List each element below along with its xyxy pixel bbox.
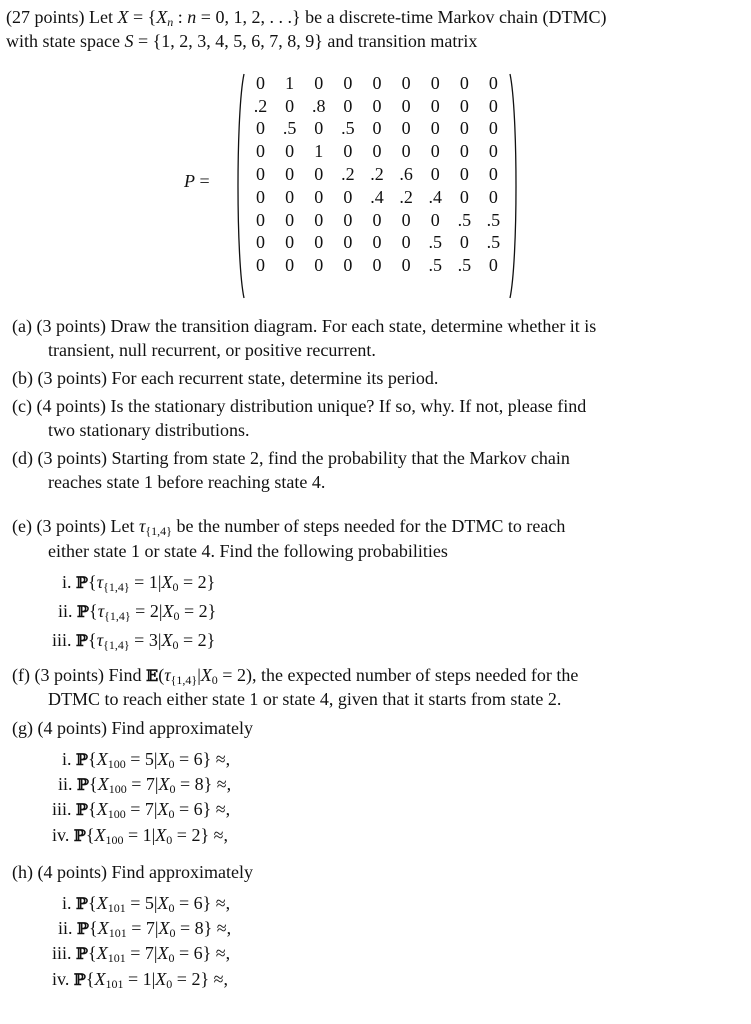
part-g-item: i. $ℙ\{X_{100} = 5|X_0 = 6\}$ ≈,: [62, 749, 231, 771]
left-paren: [234, 72, 246, 300]
matrix-cell: 0: [256, 164, 266, 185]
matrix-cell: .5: [428, 255, 442, 276]
matrix-cell: 0: [343, 72, 353, 93]
matrix-cell: 0: [459, 232, 469, 253]
matrix-cell: 0: [401, 255, 411, 276]
part-g-line-1: (g) (4 points) Find approximately: [12, 718, 253, 738]
matrix-cell: 0: [343, 232, 353, 253]
intro-line-2: with state space S = {1, 2, 3, 4, 5, 6, 7, 8, 9} and transition matrix: [6, 31, 478, 51]
right-paren: [508, 72, 520, 300]
matrix-cell: 0: [372, 209, 382, 230]
matrix-cell: 0: [401, 118, 411, 139]
matrix-cell: 0: [459, 141, 469, 162]
matrix-cell: .4: [370, 186, 384, 207]
part-f-line-1: (f) (3 points) Find $𝔼(\tau_{\{1,4\}}|X_0 = 2)$, the expected number of steps needed for the: [12, 665, 579, 687]
matrix-cell: .5: [486, 232, 501, 253]
matrix-cell: 0: [401, 232, 411, 253]
part-d-line-1: (d) (3 points) Starting from state 2, find the probability that the Markov chain: [12, 448, 570, 468]
matrix-cell: 0: [285, 164, 295, 185]
matrix-cell: 0: [488, 118, 498, 139]
part-h-item: i. $ℙ\{X_{101} = 5|X_0 = 6\}$ ≈,: [62, 893, 231, 915]
part-e-line-1: (e) (3 points) Let $\tau_{\{1,4\}}$ be the number of steps needed for the DTMC to reach: [12, 516, 566, 538]
matrix-cell: 1: [314, 141, 324, 162]
matrix-cell: 0: [459, 118, 469, 139]
matrix-cell: 0: [285, 232, 295, 253]
part-f-line-2: DTMC to reach either state 1 or state 4, given that it starts from state 2.: [48, 689, 562, 709]
matrix-cell: 0: [314, 72, 324, 93]
part-h-line-1: (h) (4 points) Find approximately: [12, 862, 253, 882]
part-a-line-1: (a) (3 points) Draw the transition diagram. For each state, determine whether it is: [12, 316, 597, 336]
matrix-cell: 0: [285, 209, 295, 230]
matrix-cell: 0: [372, 141, 382, 162]
matrix-cell: 0: [314, 255, 324, 276]
matrix-cell: 0: [343, 141, 353, 162]
part-e-line-2: either state 1 or state 4. Find the following probabilities: [48, 541, 448, 561]
part-e-item: i. $ℙ\{\tau_{\{1,4\}} = 1|X_0 = 2\}$: [62, 572, 216, 594]
matrix-cell: .5: [457, 209, 472, 230]
matrix-cell: 0: [488, 186, 498, 207]
matrix-cell: 0: [488, 255, 498, 276]
matrix-cell: 0: [256, 232, 266, 253]
matrix-cell: 0: [314, 118, 324, 139]
part-h-item: iv. $ℙ\{X_{101} = 1|X_0 = 2\}$ ≈,: [52, 969, 228, 991]
matrix-cell: 0: [314, 186, 324, 207]
matrix-cell: 0: [488, 95, 498, 116]
matrix-cell: 0: [285, 255, 295, 276]
matrix-cell: .5: [486, 209, 501, 230]
matrix-cell: 0: [285, 141, 295, 162]
part-e-item: iii. $ℙ\{\tau_{\{1,4\}} = 3|X_0 = 2\}$: [52, 630, 216, 652]
part-b-line-1: (b) (3 points) For each recurrent state, determine its period.: [12, 368, 439, 388]
part-h-item: ii. $ℙ\{X_{101} = 7|X_0 = 8\}$ ≈,: [58, 918, 232, 940]
matrix-cell: 0: [343, 186, 353, 207]
part-g-item: iv. $ℙ\{X_{100} = 1|X_0 = 2\}$ ≈,: [52, 825, 228, 847]
matrix-cell: 0: [256, 118, 266, 139]
matrix-cell: 0: [488, 72, 498, 93]
matrix-cell: .2: [253, 95, 268, 116]
matrix-grid: [246, 72, 508, 277]
matrix-cell: 0: [343, 255, 353, 276]
part-a-line-2: transient, null recurrent, or positive recurrent.: [48, 340, 376, 360]
matrix-cell: 0: [256, 186, 266, 207]
matrix-cell: 0: [285, 186, 295, 207]
matrix-cell: 0: [459, 72, 469, 93]
matrix-cell: .2: [399, 186, 413, 207]
transition-matrix: [234, 72, 520, 300]
matrix-cell: 0: [401, 95, 411, 116]
matrix-cell: 0: [430, 95, 440, 116]
matrix-cell: 0: [314, 232, 324, 253]
matrix-cell: 1: [285, 72, 295, 93]
matrix-cell: .5: [282, 118, 297, 139]
matrix-cell: .6: [399, 164, 413, 185]
matrix-cell: 0: [256, 209, 266, 230]
matrix-cell: .5: [457, 255, 472, 276]
part-c-line-2: two stationary distributions.: [48, 420, 250, 440]
part-h-item: iii. $ℙ\{X_{101} = 7|X_0 = 6\}$ ≈,: [52, 943, 231, 965]
matrix-cell: 0: [343, 209, 353, 230]
part-g-item: iii. $ℙ\{X_{100} = 7|X_0 = 6\}$ ≈,: [52, 799, 231, 821]
matrix-cell: 0: [256, 141, 266, 162]
matrix-cell: 0: [488, 164, 498, 185]
matrix-cell: 0: [401, 72, 411, 93]
matrix-cell: 0: [430, 118, 440, 139]
part-g-item: ii. $ℙ\{X_{100} = 7|X_0 = 8\}$ ≈,: [58, 774, 232, 796]
matrix-cell: .4: [428, 186, 442, 207]
matrix-cell: 0: [372, 255, 382, 276]
matrix-cell: 0: [314, 164, 324, 185]
matrix-cell: 0: [285, 95, 295, 116]
matrix-label: P =: [184, 171, 210, 191]
part-d-line-2: reaches state 1 before reaching state 4.: [48, 472, 326, 492]
matrix-cell: 0: [256, 255, 266, 276]
matrix-cell: .8: [312, 95, 326, 116]
matrix-cell: 0: [372, 232, 382, 253]
matrix-cell: 0: [372, 95, 382, 116]
matrix-cell: 0: [401, 141, 411, 162]
matrix-cell: .5: [341, 118, 355, 139]
matrix-cell: 0: [430, 209, 440, 230]
matrix-cell: 0: [488, 141, 498, 162]
intro-line-1: (27 points) Let $X = \{X_n$ : n = 0, 1, 2, . . .} be a discrete-time Markov chain (DTMC): [6, 7, 607, 29]
matrix-cell: 0: [343, 95, 353, 116]
matrix-cell: 0: [430, 164, 440, 185]
part-c-line-1: (c) (4 points) Is the stationary distribution unique? If so, why. If not, please find: [12, 396, 587, 416]
matrix-cell: 0: [459, 164, 469, 185]
matrix-cell: 0: [256, 72, 266, 93]
matrix-cell: .5: [428, 232, 442, 253]
matrix-cell: 0: [314, 209, 324, 230]
matrix-cell: 0: [430, 141, 440, 162]
matrix-cell: 0: [401, 209, 411, 230]
matrix-cell: .2: [341, 164, 355, 185]
matrix-cell: 0: [372, 72, 382, 93]
matrix-cell: 0: [459, 95, 469, 116]
matrix-cell: .2: [370, 164, 384, 185]
part-e-item: ii. $ℙ\{\tau_{\{1,4\}} = 2|X_0 = 2\}$: [58, 601, 217, 623]
matrix-cell: 0: [459, 186, 469, 207]
matrix-cell: 0: [430, 72, 440, 93]
matrix-cell: 0: [372, 118, 382, 139]
